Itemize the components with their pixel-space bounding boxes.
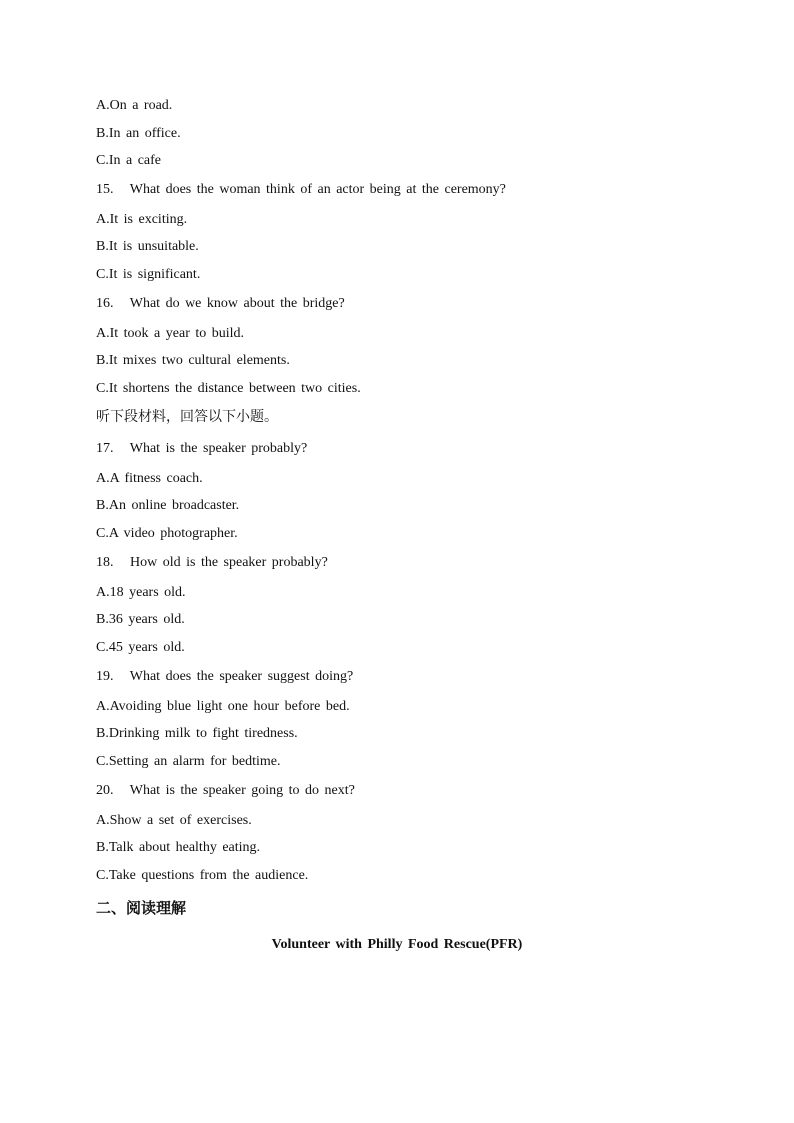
question-line: 18. How old is the speaker probably? [96,555,328,570]
section-heading: 二、阅读理解 [96,899,187,917]
option-line: B.It is unsuitable. [96,239,199,254]
question-line: 19. What does the speaker suggest doing? [96,669,354,684]
question-line: 16. What do we know about the bridge? [96,296,345,311]
option-line: B.In an office. [96,126,181,141]
option-line: B.An online broadcaster. [96,498,240,513]
instruction-line: 听下段材料，回答以下小题。 [96,409,278,425]
option-line: B.36 years old. [96,612,185,627]
option-line: A.It is exciting. [96,212,188,227]
option-line: C.45 years old. [96,640,185,655]
option-line: C.It is significant. [96,267,201,282]
option-line: A.18 years old. [96,585,186,600]
option-line: C.Take questions from the audience. [96,868,309,883]
option-line: C.Setting an alarm for bedtime. [96,754,281,769]
option-line: B.It mixes two cultural elements. [96,353,290,368]
option-line: A.A fitness coach. [96,471,203,486]
option-line: A.Show a set of exercises. [96,813,252,828]
option-line: B.Drinking milk to fight tiredness. [96,726,298,741]
question-line: 20. What is the speaker going to do next? [96,783,355,798]
question-line: 15. What does the woman think of an actor being at the ceremony? [96,182,506,197]
option-line: C.In a cafe [96,153,162,168]
question-line: 17. What is the speaker probably? [96,441,308,456]
option-line: A.It took a year to build. [96,326,245,341]
option-line: B.Talk about healthy eating. [96,840,261,855]
option-line: A.On a road. [96,98,173,113]
option-line: C.It shortens the distance between two cities. [96,381,361,396]
option-line: A.Avoiding blue light one hour before bed. [96,699,350,714]
option-line: C.A video photographer. [96,526,238,541]
passage-title: Volunteer with Philly Food Rescue(PFR) [271,937,523,952]
